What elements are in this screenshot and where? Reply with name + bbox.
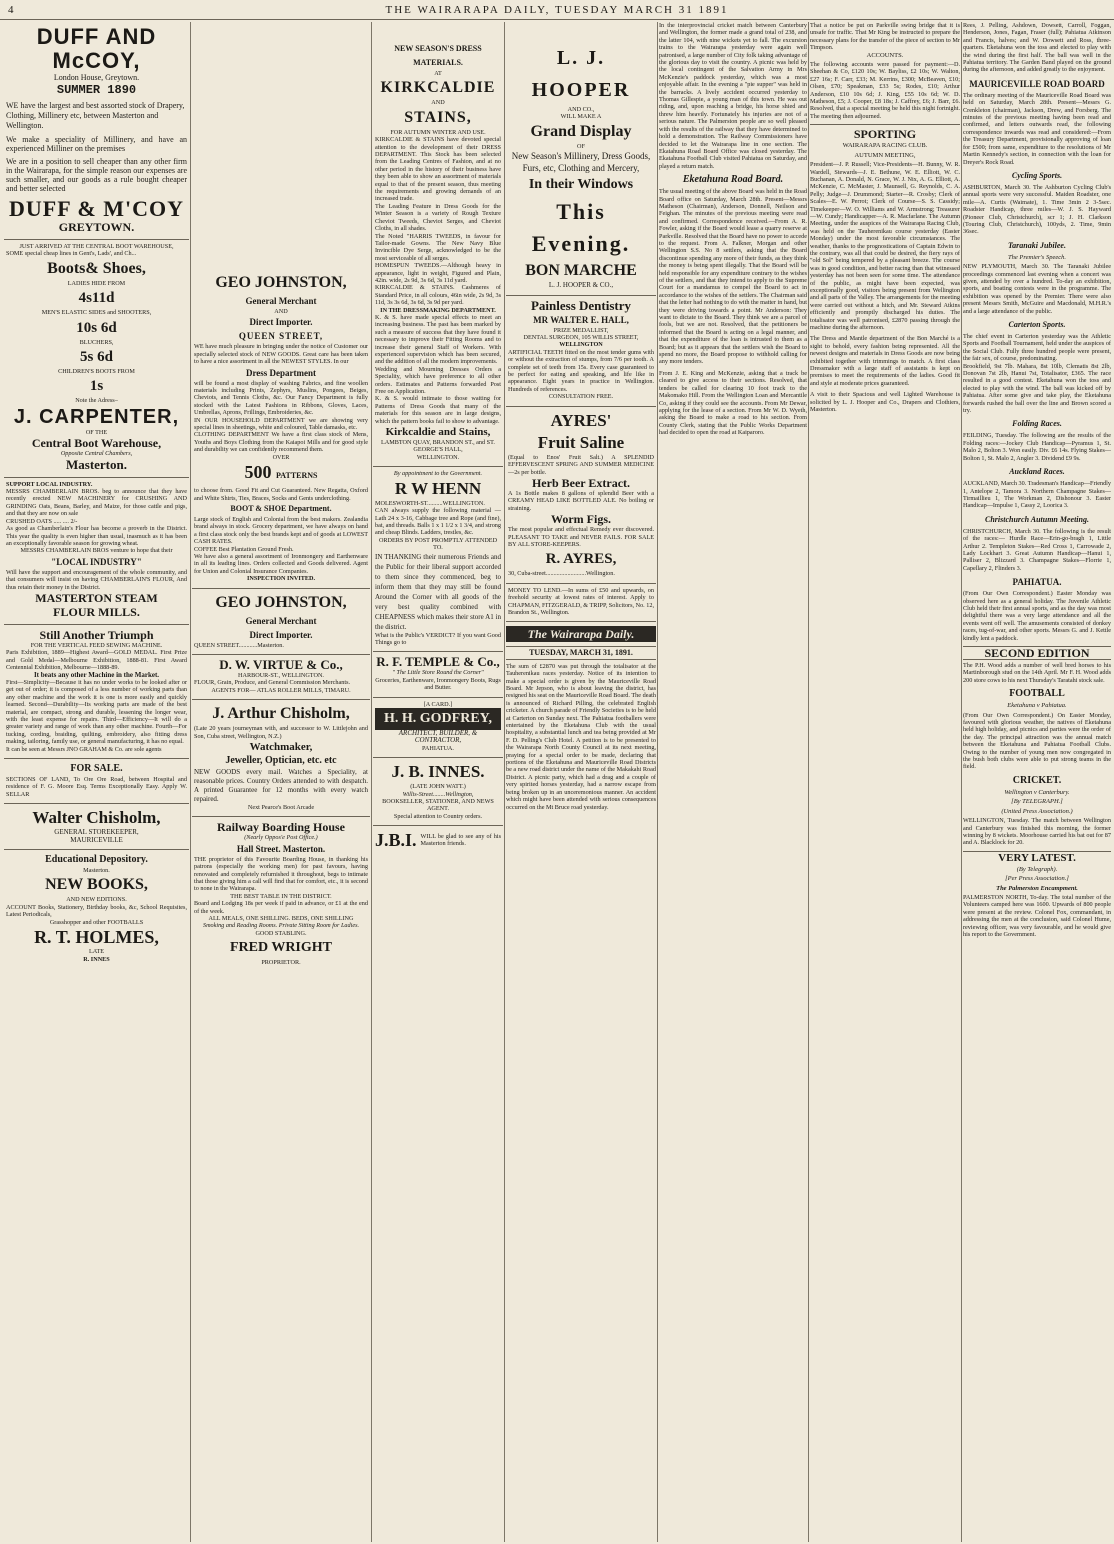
ad-sub: (Equal to Enos' Fruit Salt.) A SPLENDID EFFERVESCENT SPRING AND SUMMER MEDICINE—2s per bottle.: [508, 453, 654, 476]
news-text: The following accounts were passed for payment:—D. Sheehan & Co, £120 10s; W. Bayliss, £2 10s; W. Walton, £27 16s; F. Carr, £33; M. Kerrins, £300; McBeaven, £10; Olsen, £70; Speakman, £33 5s; Rodes, £10; Arthur Anderson, £10 10s 6d; J. King, £55 10s 6d; W. D. Matheson, £5; J. Cooper, £8 18s; J. Caffrey, £6; J. Barr, £6. Resolved, that a special meeting be held this night fortnight. The meeting then adjourned.: [810, 61, 960, 120]
ad-railway-boarding: [192, 817, 370, 971]
ad-title: Painless Dentistry: [530, 297, 632, 313]
ad-innes: [373, 758, 503, 826]
ad-walter-chisholm: [4, 804, 189, 850]
ad-town: WELLINGTON: [559, 341, 603, 349]
ad-title: DUFF AND McCOY,: [36, 24, 157, 73]
section-subhead: WAIRARAPA RACING CLUB.: [842, 142, 928, 150]
ad-text: Wedding and Mourning Dresses Orders a Speciality, which have preference to all other orders. Estimates and Patterns forwarded Post Free on Application.: [375, 365, 501, 396]
ad-innes: R. INNES: [83, 955, 110, 963]
news-text: President—J. P. Russell; Vice-Presidents—H. Bunny, W. R. Wardell, Stewards—J. E. Bethune, W. E. Elliott, W. C. Buchanan, A. Donald, N. Grace, W. J. Nix, A. G. Elliott, A. McKenzie, C. McMaster, J. Maunsell, G. Reynolds, C. A. Pelly; Judge—J. Drummond; Starter—R. Crosby; Clerk of Scales—E. W. Perrot; Clerk of Course—S. S. Cassidy; Timekeeper—W. O. Williams and W. Armstrong; Treasurer—W. Cundy; Handicapper—A. R. Macfarlane. The Autumn Meeting, under the auspices of the Wairarapa Racing Club, was held on the Tauherenikau course yesterday (Easter Monday) under the most favorable circumstances. The weather, thanks to the prognostications of Captain Edwin to the contrary, was all that could be desired, the fiery rays of "old Sol" being tempered by a pleasant breeze. The course was in good condition, and better racing than that witnessed yesterday has not been seen for some time. The attendance of the public, as might have been expected, was exceptionally good, visitors being present from Wellington and all parts of the Valley. The arrangements for the meeting were carried out without a hitch, and Mr. Steward Atkins efficiently and promptly discharged his duties. The totalisator was well patronised, £2870 passing through the machine during the afternoon.: [810, 161, 960, 332]
ad-text: It can be seen at Messrs JNO GRAHAM & Co. are sole agents: [6, 745, 162, 753]
news-text: In the interprovincial cricket match between Canterbury and Wellington, the former made a grand total of 238, and the latter 104, with nine wickets yet to fall. The excursion trains to the Wairarapa yesterday were again well patronised, a large number of City folk taking advantage of the glorious day to visit the country. A picnic was held by the local contingent of the Salvation Army in Mrs McKenzie's paddock yesterday, which was a most enjoyable affair. In the evening a "pie supper" was held in the barracks. A lively accident occurred yesterday to Thomas Gillespie, a young man of this town. He was out riding, and, upon reaching a bridge, his horse shied and threw him heavily. Fortunately his injuries are not of a serious nature. The Palmerston people are so well pleased with the results of the railway that they have determined to hold a demonstration. The Railway Commissioners have decided to let the Wairarapa line in one section. The Ekatahuna Road Board Office was closed yesterday. The Ekatahuna Football Club visited Pahiatua on Saturday, and played a return match.: [659, 22, 807, 170]
news-text: NEW PLYMOUTH, March 30. The Taranaki Jubilee proceedings commenced last evening when a concert was given, attended by over a hundred. To-day an exhibition, sports, and boating contests were in the programme. The exhibition was opened by the Premier. There were also present Messrs Smith, McGuire and Macdonald, M.H.R.'s and a large attendance of the public.: [963, 263, 1111, 315]
page-number: 4: [8, 4, 16, 16]
ad-roles: BOOKSELLER, STATIONER, AND NEWS AGENT.: [382, 798, 494, 813]
ad-text: HOMESPUN TWEEDS.—Although heavy in appearance, light in weight, Figured and Plain, 42in. wide, 2s 9d, 3s 6d, 3s 11d yard.: [375, 262, 501, 284]
ad-beats: It beats any other Machine in the Market.: [33, 670, 160, 679]
ad-text: WE have much pleasure in bringing under the notice of Customer our specially selected stock of NEW GOODS. Great care has been taken to have a nice assortment in all the NEWEST STYLES. In our: [194, 343, 368, 366]
section-subhead: The Palmerston Encampment.: [996, 884, 1078, 892]
section-subhead: (United Press Association.): [1001, 807, 1073, 815]
section-heading: VERY LATEST.: [963, 851, 1111, 864]
ad-special: Special attention to Country orders.: [393, 812, 483, 820]
ad-name: KIRKCALDIE: [380, 79, 496, 97]
ad-dept: BOOT & SHOE Department.: [230, 503, 332, 513]
section-subhead: Wellington v Canterbury.: [1004, 788, 1070, 796]
ad-inspection: INSPECTION INVITED.: [246, 575, 316, 583]
news-text: The Dress and Mantle department of the Bon Marché is a sight to behold, every fashion being represented. All the newest designs and materials in Dress Goods are now being exhibited together with trimmings to match. A first class Dressmaker with a large staff of assistants is kept on premises to meet the requirements of the ladies. Good fit and style at moderate prices guaranteed.: [810, 335, 960, 387]
ad-prop: PROPRIETOR.: [261, 959, 301, 967]
ad-sewing-machine: [4, 625, 189, 759]
ad-role: Watchmaker,: [249, 741, 313, 753]
ad-dm: IN THE DRESSMAKING DEPARTMENT.: [380, 306, 496, 314]
ad-salt: Fruit Saline: [537, 432, 625, 452]
ad-name: R W HENN: [394, 478, 482, 498]
ad-card: [A CARD.]: [423, 700, 453, 708]
ad-and: AND: [431, 99, 445, 107]
column-7: [963, 22, 1111, 1542]
ad-ayres: [506, 407, 656, 584]
ad-text: IN OUR HOUSEHOLD DEPARTMENT we are showing very special lines in sheetings, white and coloured, Table damasks, etc.: [194, 416, 368, 432]
ad-text: will be found a most display of washing Fabrics, and fine woollen materials including Prints, Zephyrs, Muslins, Pongees, Beiges, Cheviots, and Tennis Cloths, &c. Our Fancy Department is fully stocked with the Latest Fashions in Ribbons, Gloves, Laces, Umbrellas, Aprons, Frillings, Embroideries, &c.: [194, 379, 368, 417]
ad-text: Groceries, Earthenware, Ironmongery Boots, Rugs and Butter.: [375, 676, 501, 692]
ad-name: STAINS,: [404, 108, 472, 126]
section-heading: Folding Races.: [1012, 419, 1062, 429]
ad-sub: MOLESWORTH-ST..........WELLINGTON.: [375, 499, 485, 507]
ad-goods: New Season's Millinery, Dress Goods, Furs, etc, Clothing and Mercery,: [511, 151, 651, 174]
column-rule: [504, 22, 505, 1542]
column-2: [192, 22, 370, 1542]
ad-holmes: [4, 850, 189, 968]
section-heading: MAURICEVILLE ROAD BOARD: [969, 78, 1105, 89]
ad-sub: Direct Importer.: [249, 317, 313, 328]
column-rule: [657, 22, 658, 1542]
ad-text: THE proprietor of this Favourite Boarding House, in thanking his patrons (especially the working men) for past favours, having renovated and completely refurnished it throughout, begs to intimate that those giving him a call will find that for comfort, etc., it is second to none in the Wairarapa.: [194, 855, 368, 893]
ad-geo-johnston-2: [192, 589, 370, 655]
column-rule: [190, 22, 191, 1542]
ad-price: 1s: [89, 378, 104, 395]
news-text: Rees, J. Pelling, Ashdown, Dowsett, Carroll, Foggan, Henderson, Jones, Fagan, Fraser (full); Pahiatua Atkinson and Francis, halves; and W. Dowsett and Ross, three-quarters. Eketahuna won the toss and elected to play with the wind during the first half. The ball was well in the Pahiatua territory. The Garden Band played on the ground during the afternoon, and added greatly to the enjoyment.: [963, 22, 1111, 74]
ad-will: WILL MAKE A: [560, 113, 602, 121]
ad-label: CHILDREN'S BOOTS FROM: [58, 368, 135, 376]
news-text: (From Our Own Correspondent.) Easter Monday was observed here as a general holiday. The Juvenile Athletic Club held their first annual sports, and as the day was most delightful there was a very large attendance and all the events went off well. The amusements consisted of donkey races, tug-of-war, and other sports. Messrs G. and J. Kettle kindly lent a paddock.: [963, 590, 1111, 642]
ad-board: Board and Lodging 18s per week if paid in advance, or £1 at the end of the week.: [194, 900, 368, 915]
section-heading: Cycling Sports.: [1011, 170, 1063, 180]
ad-jbi-mark: J.B.I.: [375, 830, 417, 851]
ad-for: FOR AUTUMN WINTER AND USE.: [390, 128, 486, 136]
column-rule: [961, 22, 962, 1542]
ad-label: MEN'S ELASTIC SIDES and SHOOTERS,: [41, 309, 152, 317]
ad-title: MASTERTON STEAM: [35, 590, 158, 605]
ad-herb: Herb Beer Extract.: [531, 475, 631, 490]
ad-virtue: [192, 655, 370, 700]
news-text: A visit to their Spacious and well Lighted Warehouse is solicited by L. J. Hooper and Co., Drapers and Clothiers, Masterton.: [810, 391, 960, 414]
ad-town: GREYTOWN.: [58, 220, 135, 234]
ad-title: Still Another Triumph: [39, 627, 154, 642]
ad-text: MESSRS CHAMBERLAIN BROS venture to hope that their: [20, 547, 173, 555]
ad-name: J. Arthur Chisholm,: [212, 705, 350, 723]
ad-town: MAURICEVILLE: [70, 835, 123, 844]
ad-price: 5s 6d: [80, 349, 113, 366]
ad-appt: By appointment to the Government.: [393, 470, 483, 478]
ad-name: J. B. INNES.: [391, 762, 485, 782]
section-heading: SPORTING: [810, 124, 960, 140]
ad-central: Central Boot Warehouse,: [31, 436, 162, 451]
column-1: [4, 22, 189, 1542]
ad-sub: General Merchant: [245, 615, 317, 626]
ad-role: Jeweller, Optician, etc. etc: [225, 755, 337, 766]
ad-arthur-chisholm: [192, 700, 370, 817]
section-subhead: (By Telegraph).: [1016, 865, 1058, 873]
ad-meals: ALL MEALS, ONE SHILLING. BEDS, ONE SHILLING: [208, 915, 354, 923]
ad-late: (LATE JOHN WATT.): [410, 783, 466, 791]
ad-geo-johnston: [192, 22, 370, 589]
ad-addr: DENTAL SURGEON, 105 WILLIS STREET,: [523, 334, 639, 342]
ad-table: THE BEST TABLE IN THE DISTRICT.: [230, 892, 332, 900]
ad-text: SECTIONS OF LAND, To Ore Ore Road, between Hospital and residence of F. G. Moore Esq. Terms Exceptionally Easy. Apply W. SELLAR: [6, 776, 187, 798]
ad-windows: In their Windows: [528, 177, 634, 193]
ad-text: ARTIFICIAL TEETH fitted on the most tender gums with or without the extraction of stumps, from 7/6 per tooth. A complete set of teeth from 15s. Every case guaranteed to be perfect for eating and speaking, and life like in appearance. Eight years in practice in Wellington. Hundreds of references.: [508, 348, 654, 393]
ad-sub: ARCHITECT, BUILDER, & CONTRACTOR,: [398, 728, 478, 745]
section-heading: CRICKET.: [1012, 774, 1062, 786]
ad-display: Grand Display: [530, 122, 632, 140]
ad-line: SOME special cheap lines in Gent's, Lads', and Ch...: [6, 250, 137, 258]
ad-prize: PRIZE MEDALLIST,: [553, 326, 609, 334]
ad-price: 4s11d: [78, 290, 115, 307]
ad-name: GEO JOHNSTON,: [215, 593, 347, 611]
ad-jbi: [373, 826, 503, 856]
ad-text: Grasshopper and other FOOTBALLS: [49, 918, 144, 926]
ad-hall: Hall Street. Masterton.: [236, 843, 326, 854]
ad-bon: BON MARCHE: [525, 262, 637, 280]
ad-title: AYRES': [550, 410, 612, 430]
ad-text: Will have the support and encouragement of the whole community, and that consumers will insist on having CHAMBERLAIN'S FLOUR, And thus retain their money in the District.: [6, 568, 187, 591]
ad-worm: Worm Figs.: [551, 512, 611, 527]
ad-text: WILL be glad to see any of his Masterton friends.: [420, 832, 501, 848]
ad-text: IN THANKING their numerous Friends and the Public for their liberal support accorded to them since they commenced, beg to inform them that they may still be found Around the Corner with all goods of the very best quality combined with CHEAPNESS which makes their store A1 in the district.: [375, 552, 501, 631]
ad-name: DUFF & M'COY: [9, 196, 184, 221]
ad-text: Large stock of English and Colonial from the best makers. Zealandia brand always in stock. Grocery department, we have always on hand a first class stock only the best brands kept and of goods at LOWEST CASH RATES.: [194, 515, 368, 546]
ad-boots: Boots& Shoes,: [47, 259, 146, 277]
ad-hooper: [506, 22, 656, 296]
section-subhead: Eketahuna v Pahiatua.: [1007, 702, 1067, 710]
ad-addr: Next Pearce's Boot Arcade: [247, 804, 315, 811]
ad-money: [506, 584, 656, 623]
ad-price: 10s 6d: [76, 319, 117, 336]
ad-town: WELLINGTON.: [416, 453, 460, 461]
news-text: Brookfield, 9st 7lb. Mahara, 8st 10lb, Clematis 8st 2lb, Donovan 7st 2lb, Hanui 7st, Totalisator, £365. The race resulted in a good contest. Eketahuna won the toss and elected to play with the wind. The ball was kicked off by Pahiatua. After some give and take play, the Eketahuna forwards rushed the ball over the line and Brown scored a try.: [963, 362, 1111, 415]
ad-at: AT: [434, 70, 442, 77]
ad-text: We have also a general assortment of Ironmongery and Earthenware in all its leading lines. Orders collected and Goods delivered. Agent for Union and Colonial Insurance Companies.: [194, 552, 368, 575]
ad-dept: Dress Department: [245, 367, 317, 378]
ad-dentist: [506, 296, 656, 407]
section-heading: Carterton Sports.: [1008, 320, 1066, 329]
ad-name: R. F. TEMPLE & Co.,: [376, 654, 500, 670]
news-text: From J. E. King and McKenzie, asking that a track be cleared to give access to their sections. Resolved, that tenders be called for clearing 10 foot track to the Makomako Hill. From the Wellington Loan and Mercantile Co, asking if they could see the accounts. From Mr Dewar, applying for the lease of a section. From Mr W. D. Wyeth, asking the Board to make a road to his section. From County Clerk, stating that the Public Works Department had decided to open the road at Kaiparoro.: [659, 369, 807, 437]
ad-text: KIRKCALDIE & STAINS have devoted special attention to the development of their DRESS DEPARTMENT. This Stock has been selected from the Leading Centres of Fashion, and at no other period in the history of their business have they been able to show an assortment of materials equal to that of the present season, thus meeting the requirements and growing demands of an increased trade.: [375, 136, 501, 203]
ad-season: SUMMER 1890: [56, 83, 137, 97]
ad-addr: Willis-Street........Wellington,: [402, 790, 474, 798]
ad-kirkcaldie: [373, 22, 503, 467]
section-subhead: [By TELEGRAPH.]: [1011, 798, 1063, 806]
section-subhead: AUTUMN MEETING,: [854, 151, 916, 159]
ad-sub: (Nearly Oppos'e Post Office.): [244, 834, 318, 842]
ad-town: Masterton.: [65, 456, 127, 472]
ad-chamberlain: [4, 478, 189, 625]
news-text: ASHBURTON, March 30. The Ashburton Cycling Club's annual sports were very successful. Maiden Roadster, one mile—A. Curtis (Waimate), 1. Time 3min 2 3-5sec. Roadster Handicap, three miles—W. J. S. Hayward (Pioneer Club, Christchurch), scr 1; J. H. Clarkson (Touring Club, Christchurch), 100yds, 2. Time, 9min 36sec.: [963, 183, 1111, 236]
section-heading: Auckland Races.: [1009, 467, 1065, 477]
ad-temple: [373, 652, 503, 697]
news-text: That a notice be put on Parkville swing bridge that it is unsafe for traffic. That Mr King be instructed to prepare the necessary plans for the transfer of the piece of section to Mr Timpson.: [810, 22, 960, 52]
ad-name: R. AYRES,: [545, 551, 617, 568]
news-text: AUCKLAND, March 30. Tradesman's Handicap—Friendly 1, Antelope 2, Tamora 3. Northern Champagne Stakes—Tirmaillieu 1, The Workman 2, Dishonour 3. Easter Handicap—Impulse 1, Cassy 2, Loorica 3.: [963, 480, 1111, 510]
ad-text: CAN always supply the following material — Lath 24 x 3-16, Cabbage tree and Rope (and fine), bat, and threads. Balls 1 x 1 1/2 x 1 3/4, and strong and cheap Blinds. Ladders, trestles, &c.: [375, 507, 501, 537]
ad-orders: ORDERS BY POST PROMPTLY ATTENDED TO.: [378, 536, 498, 552]
ad-text: We are in a position to sell cheaper than any other firm in the Wairarapa, for the simple reason our expenses are such smaller, and our goods as a rule bought cheaper and better selected: [6, 157, 187, 193]
ad-label: LADIES HIDE FROM: [67, 279, 126, 287]
ad-late: LATE: [88, 948, 105, 956]
ad-name: Railway Boarding House: [216, 820, 345, 835]
ad-carpenter: [4, 240, 189, 478]
ad-sub: " The Little Store Round the Corner": [392, 669, 484, 677]
section-heading: Christchurch Autumn Meeting.: [985, 514, 1089, 524]
ad-evening: This Evening.: [531, 199, 631, 257]
ad-text: As good as Chamberlain's Flour has become a proverb in the District. This year the quality is even higher than usual, inasmuch as it has been an exceptionally favorable season for growing wheat.: [6, 525, 187, 547]
ad-text: What is the Public's VERDICT? If you want Good Things go to: [375, 631, 501, 646]
news-text: FEILDING, Tuesday. The following are the results of the Folding races:—Jockey Club Handicap—Pyramus 1, St. Malo 2, Bolton 3. Won easily. Div. £6 14s. Flying Stakes—Bolton 1, St. Malo 2, Angler 3. Dividend £9 9s.: [963, 432, 1111, 462]
news-text: CHRISTCHURCH, March 30. The following is the result of the races:— Hurdle Race—Erin-go-bragh 1, Little Arthur 2. Templeton Stakes—Red Cross 1, Carrowade 2, Lady Lockhart 3. Great Autumn Handicap—Hanui 1, Palliser 2, Blizzard 3. Champagne Stakes—Florrie 1, Capellary 2, Flinders 3.: [963, 527, 1111, 572]
ad-town: Masterton.: [83, 867, 110, 875]
ad-addr: LAMBTON QUAY, BRANDON ST., and ST. GEORGE'S HALL,: [381, 439, 495, 454]
ad-over: OVER: [272, 453, 290, 461]
ad-text: A 1s Bottle makes 8 gallons of splendid Beer with a CREAMY HEAD LIKE BOTTLED ALE. No boiling or straining.: [508, 489, 654, 512]
ad-text: WE have the largest and best assorted stock of Drapery, Clothing, Millinery etc, between Masterton and Wellington.: [6, 101, 185, 130]
ad-sub: Direct Importer.: [249, 629, 313, 640]
newspaper-banner: The Wairarapa Daily.: [506, 626, 656, 642]
ad-name: J. CARPENTER,: [13, 405, 180, 428]
ad-street: QUEEN STREET,: [238, 331, 324, 342]
ad-label: BLUCHERS,: [79, 338, 114, 346]
ad-addr: 30, Cuba-street..........................Wellington.: [508, 570, 615, 578]
ad-head: NEW SEASON'S DRESS MATERIALS.: [394, 44, 482, 67]
section-heading: SECOND EDITION: [963, 646, 1111, 660]
ad-stabling: GOOD STABLING.: [255, 929, 307, 937]
ad-title: FOR SALE.: [70, 763, 123, 775]
ad-sig: L. J. HOOPER & CO.,: [548, 281, 614, 290]
masthead-title: THE WAIRARAPA DAILY, TUESDAY MARCH 31 1891: [385, 4, 729, 16]
ad-note: Note the Adress–: [75, 397, 118, 405]
column-4: [506, 22, 656, 1542]
ad-name: MR WALTER E. HALL,: [533, 314, 629, 325]
ad-sub: FOR THE VERTICAL FEED SEWING MACHINE.: [30, 641, 163, 649]
ad-name: Walter Chisholm,: [32, 808, 161, 828]
news-text: PALMERSTON NORTH, To-day. The total number of the Volunteers camped here was 1600. Upwards of 800 people were present at the review. Colonel Fox, commandant, in addressing the men at the conclusion, said Colonel Hume, reviewing officer, was very favourable, and he would give his report to the Government.: [963, 893, 1111, 938]
column-6: [810, 22, 960, 1542]
ad-sub: HARBOUR-ST., WELLINGTON.: [238, 671, 324, 679]
ad-patterns-num: 500: [244, 462, 272, 483]
ad-street: QUEEN STREET............Masterton.: [194, 641, 284, 649]
ad-text: MESSRS CHAMBERLAIN BROS. beg to announce that they have recently erected NEW MACHINERY for CRUSHING AND GRINDING Oats, Beans, Barley, and Maize, for those cattle and pigs, and that they are now on sale: [6, 488, 187, 518]
ad-text: NEW GOODS every mail. Watches a Speciality, at reasonable prices. Country Orders attended to with despatch. A printed Guarantee for 12 months with every watch repaired.: [194, 768, 368, 803]
ad-of: OF: [577, 142, 585, 150]
ad-consult: CONSULTATION FREE.: [548, 393, 614, 401]
section-heading: Taranaki Jubilee.: [1008, 240, 1066, 250]
ad-text: FLOUR, Grain, Produce, and General Commission Merchants.: [194, 679, 351, 687]
ad-text: CLOTHING DEPARTMENT We have a first class stock of Mens, Youths and Boys Clothing from the Kaiapoi Mills and for good style and durability we can confidently recommend them.: [194, 431, 368, 454]
news-text: WELLINGTON, Tuesday. The match between Wellington and Canterbury was finished this morning, the former winning by 8 wickets. Moorhouse carried his bat out for 87 and A. Blacklock for 20.: [963, 817, 1111, 847]
ad-name: L. J. HOOPER: [531, 47, 631, 101]
ad-text: ACCOUNT Books, Stationery, Birthday books, &c, School Requisites, Latest Periodicals,: [6, 903, 187, 919]
ad-godfrey: [373, 698, 503, 759]
ad-and: AND: [274, 308, 288, 315]
ad-sub: General Merchant: [245, 296, 317, 306]
section-heading: PAHIATUA.: [1012, 577, 1062, 588]
ad-patterns: PATTERNS: [276, 471, 318, 481]
ad-intro: JUST ARRIVED AT THE CENTRAL BOOT WAREHOUSE,: [19, 243, 174, 250]
ad-sub: FLOUR MILLS.: [53, 604, 140, 619]
ad-owner: FRED WRIGHT: [229, 940, 333, 956]
ad-editions: AND NEW EDITIONS.: [66, 896, 127, 904]
ad-text: KIRKCALDIE & STAINS. Cashmeres of Standard Price, in all colours, 46in wide, 2s 9d, 3s 11d, 3s 3s 6d, 3s 6d, 3s 9d per yard.: [375, 284, 501, 307]
ad-title: Educational Depository.: [45, 854, 148, 866]
ad-for-sale: [4, 759, 189, 804]
ad-text: MONEY TO LEND.—In sums of £50 and upwards, on freehold security at lowest rates of interest. Apply to CHAPMAN, FITZGERALD, & TRIPP, Solicitors, No. 12, Brandon St., Wellington.: [508, 586, 654, 616]
ad-subtitle: London House, Greytown.: [53, 73, 140, 82]
column-rule: [371, 22, 372, 1542]
ad-text: COFFEE Best Plantation Ground Fresh.: [194, 545, 294, 553]
ad-duff-mccoy: [4, 22, 189, 240]
ad-books: NEW BOOKS,: [45, 876, 148, 894]
column-3: [373, 22, 503, 1542]
section-subhead: The Premier's Speech.: [1007, 253, 1066, 261]
news-text: The P.H. Wood adds a number of well bred horses to his Martinborough stud on the 14th April. Mr F. H. Wood adds 200 store cows to his next Thursday's Taratahi stock sale.: [963, 662, 1111, 684]
ad-name: Kirkcaldie and Stains,: [385, 426, 491, 439]
ad-text: to choose from. Good Fit and Cut Guaranteed. New Regatta, Oxford and White Shirts, Ties, Braces, Socks and Gents underclothing.: [194, 487, 368, 502]
ad-text: The Noted "HARRIS TWEEDS, in favour for Tailor-made Gowns. The New Navy Blue Invincible Dye Serge, acknowledged to be the most serviceable of all serges.: [375, 232, 501, 262]
ad-opp: Opposite Central Chambers,: [60, 450, 133, 458]
ad-henn: [373, 467, 503, 652]
news-text: The usual meeting of the above Board was held in the Road Board office on Saturday, March 28th. Present—Messrs Matheson (Chairman), Anderson, Donnell, Neilson and Feighan. The minutes of the previous meeting were read and confirmed. Correspondence received.—From A. R. Fowler, asking if the Board would lease a quarry reserve at Parkville. Resolved that the Board have no power to accede to the request. From A. Falkner, Morgan and other Wellington S.S. No 8 settlers, asking that the Board discontinue spending any more of their funds, as they think the money is being spent illegally. That the Board will be held responsible for any expenditure contrary to the wishes of the settlers, and that they intend to apply to the Supreme Court for a mandamus to compel the Board to act in accordance to the wishes of the settlers. The Chairman said that the letter had nothing to do with the matter in hand, but they were driving towards a point. Mr Anderson: They want to dictate to the Board. They think we are a parcel of fools, but we are not. Resolved, that the petitioners be informed that the Board is acting on a legal manner, and that the expenditure of the loan is intrusted to them as a Board; but as it appears that the settlers wish the Board to spend no more, the Board propose to withhold calling for any more tenders.: [659, 188, 807, 366]
ad-text: First—Simplicity—Because it has no under works to be looked after or get out of order; it is composed of a less number of working parts than any other machine and the work it is one is more easily and quickly learned. Second—Durability—Its working parts are made of the best material, are compact, strong and durable, lessening the longer wear, with the least expense for repairs. Third—Efficiency—It will do a greater variety and range of work than any other machine. Fourth—For tucking, cording, braiding, quilting, embroidery, also fitting dress making, tailoring, family use, or general manufacturing, it has no equal.: [6, 678, 187, 746]
ad-patterns-line: [194, 461, 368, 487]
ad-text: Paris Exhibition, 1889—Highest Award—GOLD MEDAL. First Prize and Gold Medal—Melbourne Exhibition, 1888-81. First Award Centennial Exhibition, Melbourne—1888-89.: [6, 649, 187, 672]
column-5: [659, 22, 807, 1542]
section-subhead: ACCOUNTS.: [866, 51, 904, 59]
ad-name: R. T. HOLMES,: [34, 927, 159, 948]
section-heading: Eketahuna Road Board.: [682, 174, 784, 186]
news-text: The ordinary meeting of the Mauriceville Road Board was held on Saturday, March 28th. Present—Messrs G. Crenkleton (chairman), Jackson, Drew, and Forsberg. The minutes of the previous meeting having been read and confirmed, and letters outwards read, the following correspondence inwards was read and considered:—From the Treasury Department, provisionally approving of loan for £500; from same, expenditure to the resolutions of Mr Martin Kennedy's section, in connection with the loan for Dreyer's Rock Road.: [963, 91, 1111, 166]
ad-name: H. H. GODFREY,: [375, 708, 501, 730]
masthead: [0, 0, 1114, 20]
ad-co: AND CO.,: [567, 106, 595, 113]
ad-agents: AGENTS FOR— ATLAS ROLLER MILLS, TIMARU.: [211, 686, 351, 694]
ad-text: K. & S. would intimate to those waiting for Patterns of Dress Goods that many of the materials for this season are in large designs, which the pattern books fail to show to advantage.: [375, 395, 501, 425]
section-subhead: [Per Press Association.]: [1005, 875, 1069, 883]
ad-of: OF THE: [85, 428, 108, 436]
dateline: TUESDAY, MARCH 31, 1891.: [506, 646, 656, 659]
ad-smoking: Smoking and Reading Rooms. Private Sitting Room for Ladies.: [202, 922, 360, 930]
ad-quote: "LOCAL INDUSTRY": [51, 556, 142, 567]
column-rule: [808, 22, 809, 1542]
ad-town: PAHIATUA.: [422, 744, 454, 752]
ad-name: D. W. VIRTUE & Co.,: [219, 656, 343, 672]
ad-text: The most popular and effectual Remedy ever discovered. PLEASANT TO TAKE and NEVER FAILS. FOR SALE BY ALL STORE-KEEPERS.: [508, 526, 654, 548]
ad-name: GEO JOHNSTON,: [215, 274, 347, 291]
ad-sub: GENERAL STOREKEEPER,: [54, 828, 139, 837]
ad-line: CRUSHED OATS ..... .... 2/-: [6, 517, 78, 525]
news-text: (From Our Own Correspondent.) On Easter Monday, favoured with glorious weather, the natives of Eketahuna held high holiday, and picnics and parties were the order of the day. The principal attraction was the annual match between the Eketahuna and Pahiatua Football Clubs. Owing to the number of young men now congregated in the bush both clubs were able to put strong teams in the field.: [963, 711, 1111, 771]
ad-text: We make a speciality of Millinery, and have an experienced Milliner on the premises: [6, 135, 187, 153]
ad-text: (Late 20 years journeyman with, and successor to W. Littlejohn and Son, Cuba street, Wellington, N.Z.): [194, 725, 368, 740]
news-text: The chief event in Carterton yesterday was the Athletic Sports and Football Tournament, held under the auspices of the Social Club. Fully three hundred people were present, the fair sex, of course, predominating.: [963, 333, 1111, 363]
editorial-text: The sum of £2870 was put through the totalisator at the Tauherenikau races yesterday. Notice of its intention to make a special order is given by the Mauriceville Road Board. Mr Jepson, who is about leaving the district, has resigned his seat on the Mauriceville Road Board. The death is announced of Richard Pilling, the celebrated English cricketer. A church parade of Friendly Societies is to be held at Carterton on Sunday next. The Pahiatua footballers were entertained by the Eketahuna Club with the usual hospitality, a substantial lunch and tea being provided at Mr F. D. Pelling's Club Hotel. A petition is to be presented to the Wairarapa North County Council at its next meeting, praying for a special order to be made, declaring that portions of the Eketahuna and Mauriceville Road Districts be a new road district under the name of the Makakahi Road District. A picnic party, which had a drag and a couple of very spirited horses yesterday, had a narrow escape from being broken up in an unceremonious manner. An accident which might have been attended with serious consequences occurred on the Mt Bruce road yesterday.: [506, 662, 656, 811]
ad-text: The Leading Feature in Dress Goods for the Winter Season is a variety of Rough Texture Cheviot Tweeds, Cheviot Serges, and Cheviot Cloths, in all shades.: [375, 202, 501, 233]
ad-text: K. & S. have made special effects to meet an increasing business. The past has been marked by such a measure of success that they have found it necessary to improve their Fitting Rooms and to increase their general Staff of Workers. With experienced supervision which has been secured, and the addition of all the modern improvements.: [375, 313, 501, 366]
section-heading: FOOTBALL: [1009, 688, 1065, 700]
ad-head: SUPPORT LOCAL INDUSTRY.: [6, 480, 93, 488]
